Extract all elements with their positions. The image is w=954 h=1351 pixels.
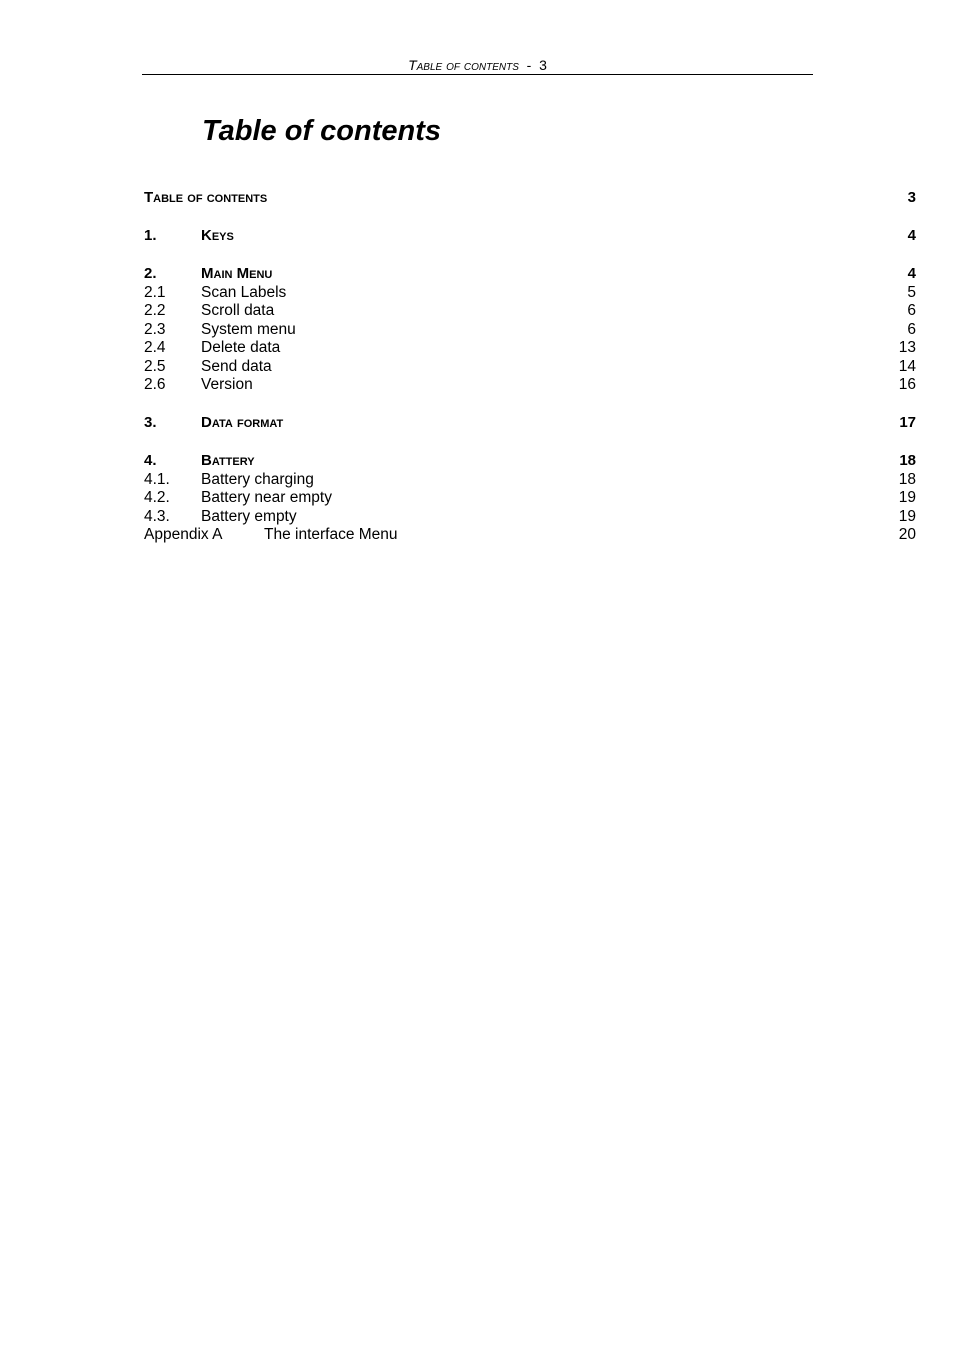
toc-entry-label: Table of contents xyxy=(144,189,268,206)
toc-entry-system-menu[interactable] xyxy=(144,321,916,340)
toc-entry-page: 5 xyxy=(907,283,916,301)
toc-entry-page: 19 xyxy=(898,507,916,525)
toc-entry-number: 2.2 xyxy=(144,302,166,319)
toc-entry-number: 3. xyxy=(144,414,157,431)
toc-entry-number: Appendix A xyxy=(144,526,223,543)
toc-entry-label: Battery xyxy=(201,452,255,469)
toc-entry-page: 6 xyxy=(907,302,916,319)
toc-entry-page: 16 xyxy=(898,376,916,393)
toc-entry-appendix-a[interactable] xyxy=(144,526,916,545)
toc-entry-page: 18 xyxy=(899,452,916,469)
toc-entry-battery[interactable] xyxy=(144,452,916,471)
header-separator: - xyxy=(526,57,532,73)
toc-entry-number: 4.3. xyxy=(144,507,170,525)
toc-entry-data-format[interactable] xyxy=(144,414,916,433)
toc-entry-page: 4 xyxy=(907,265,916,282)
toc-entry-label: Battery empty xyxy=(201,507,297,525)
toc-entry-page: 17 xyxy=(899,414,916,431)
toc-entry-page: 13 xyxy=(898,339,916,356)
toc-entry-delete-data[interactable] xyxy=(144,339,916,358)
toc-entry-number: 2.5 xyxy=(144,357,166,375)
header-page-number: 3 xyxy=(539,57,547,73)
toc-entry-table-of-contents[interactable] xyxy=(144,189,916,208)
toc-entry-battery-empty[interactable] xyxy=(144,508,916,527)
toc-entry-number: 2. xyxy=(144,265,157,282)
header-section-title: Table of contents xyxy=(408,57,519,73)
toc-entry-page: 6 xyxy=(907,320,916,338)
toc-entry-label: Send data xyxy=(201,357,272,375)
toc-entry-label: Main Menu xyxy=(201,265,273,282)
toc-entry-label: Scroll data xyxy=(201,302,275,319)
toc-entry-label: Keys xyxy=(201,227,234,244)
page-title: Table of contents xyxy=(202,115,441,147)
toc-entry-battery-charging[interactable] xyxy=(144,471,916,490)
toc-entry-number: 2.1 xyxy=(144,283,166,301)
toc-entry-number: 2.4 xyxy=(144,339,166,356)
toc-entry-label: Delete data xyxy=(201,339,281,356)
toc-entry-page: 3 xyxy=(907,189,916,206)
toc-entry-scroll-data[interactable] xyxy=(144,302,916,321)
toc-entry-label: The interface Menu xyxy=(264,526,398,543)
table-of-contents xyxy=(144,189,916,545)
toc-entry-battery-near-empty[interactable] xyxy=(144,489,916,508)
toc-entry-number: 4. xyxy=(144,452,157,469)
toc-entry-label: System menu xyxy=(201,320,296,338)
toc-entry-number: 2.6 xyxy=(144,376,166,393)
toc-entry-number: 2.3 xyxy=(144,320,166,338)
toc-entry-label: Battery near empty xyxy=(201,489,332,506)
toc-entry-label: Scan Labels xyxy=(201,283,287,301)
toc-entry-page: 4 xyxy=(907,227,916,244)
toc-entry-scan-labels[interactable] xyxy=(144,284,916,303)
running-header xyxy=(142,57,813,75)
toc-entry-page: 19 xyxy=(898,489,916,506)
toc-entry-number: 4.1. xyxy=(144,470,170,488)
toc-entry-label: Data format xyxy=(201,414,284,431)
toc-entry-number: 4.2. xyxy=(144,489,170,506)
toc-entry-keys[interactable] xyxy=(144,227,916,246)
toc-entry-label: Version xyxy=(201,376,253,393)
toc-entry-page: 20 xyxy=(898,526,916,543)
toc-entry-send-data[interactable] xyxy=(144,358,916,377)
toc-entry-page: 18 xyxy=(898,470,916,488)
toc-entry-main-menu[interactable] xyxy=(144,265,916,284)
toc-entry-label: Battery charging xyxy=(201,470,314,488)
toc-entry-number: 1. xyxy=(144,227,157,244)
toc-entry-version[interactable] xyxy=(144,376,916,395)
toc-entry-page: 14 xyxy=(898,357,916,375)
